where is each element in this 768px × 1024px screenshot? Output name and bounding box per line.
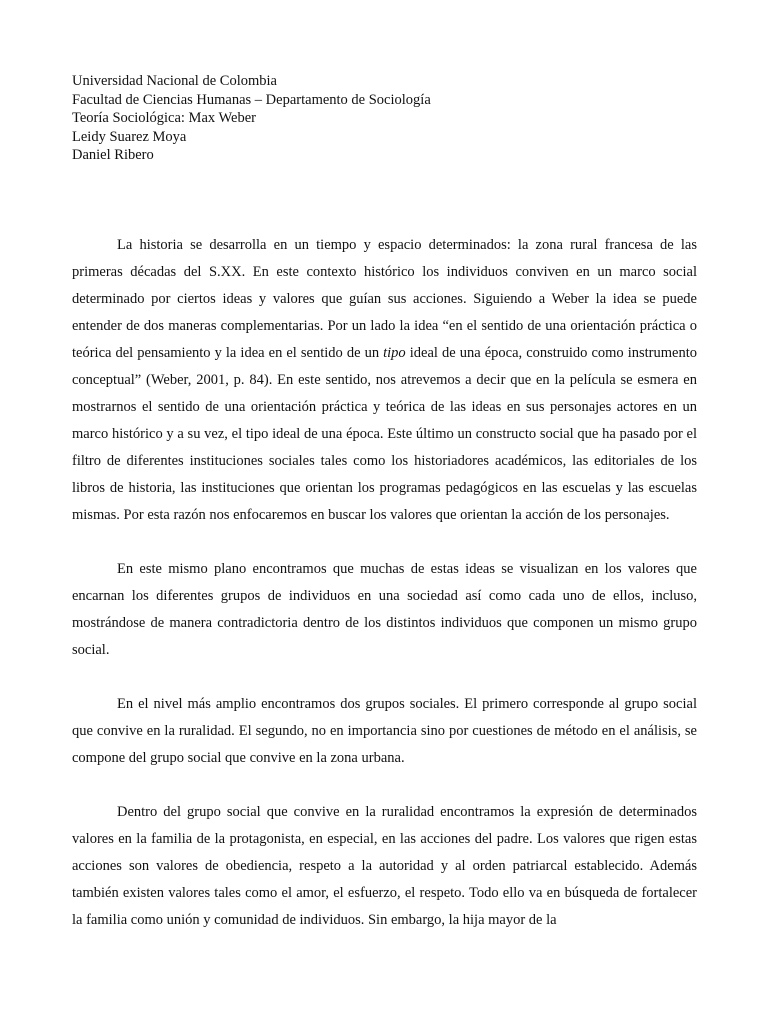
author-line: Daniel Ribero	[72, 147, 154, 163]
paragraph	[72, 232, 697, 529]
author-line: Leidy Suarez Moya	[72, 128, 187, 145]
faculty-line: Facultad de Ciencias Humanas – Departamento de Sociología	[72, 91, 431, 108]
paragraph-text: La historia se desarrolla en un tiempo y espacio determinados: la zona rural francesa de las primeras décadas del S.XX. En este contexto histórico los individuos conviven en un marco social determinado por ciertos ideas y valores que guían sus acciones. Siguiendo a Weber la idea se puede entender de dos maneras complementarias. Por un lado la idea “en el sentido de una orientación práctica o teórica del pensamiento y la idea en el sentido de un	[72, 237, 697, 361]
paragraph: En este mismo plano encontramos que muchas de estas ideas se visualizan en los valores que encarnan los diferentes grupos de individuos en una sociedad así como cada uno de ellos, incluso, mostrándose de manera contradictoria dentro de los distintos individuos que componen un mismo grupo social.	[72, 561, 697, 658]
course-line: Teoría Sociológica: Max Weber	[72, 110, 256, 126]
document-body	[72, 232, 697, 934]
italic-term: tipo	[383, 345, 406, 361]
paragraph-text: ideal de una época, construido como instrumento conceptual” (Weber, 2001, p. 84). En este sentido, nos atrevemos a decir que en la película se esmera en mostrarnos el sentido de una orientación práctica y teórica de las ideas en sus personajes actores en un marco histórico y a su vez, el tipo ideal de una época. Este último un constructo social que ha pasado por el filtro de diferentes instituciones sociales tales como los historiadores académicos, las editoriales de los libros de historia, las instituciones que orientan los programas pedagógicos en las escuelas y las escuelas mismas. Por esta razón nos enfocaremos en buscar los valores que orientan la acción de los personajes.	[72, 345, 697, 523]
paragraph: Dentro del grupo social que convive en la ruralidad encontramos la expresión de determinados valores en la familia de la protagonista, en especial, en las acciones del padre. Los valores que rigen estas acciones son valores de obediencia, respeto a la autoridad y al orden patriarcal establecido. Además también existen valores tales como el amor, el esfuerzo, el respeto. Todo ello va en búsqueda de fortalecer la familia como unión y comunidad de individuos. Sin embargo, la hija mayor de la	[72, 804, 697, 928]
paragraph: En el nivel más amplio encontramos dos grupos sociales. El primero corresponde al grupo social que convive en la ruralidad. El segundo, no en importancia sino por cuestiones de método en el análisis, se compone del grupo social que convive en la zona urbana.	[72, 696, 697, 766]
document-header	[72, 72, 431, 165]
university-line: Universidad Nacional de Colombia	[72, 73, 277, 89]
